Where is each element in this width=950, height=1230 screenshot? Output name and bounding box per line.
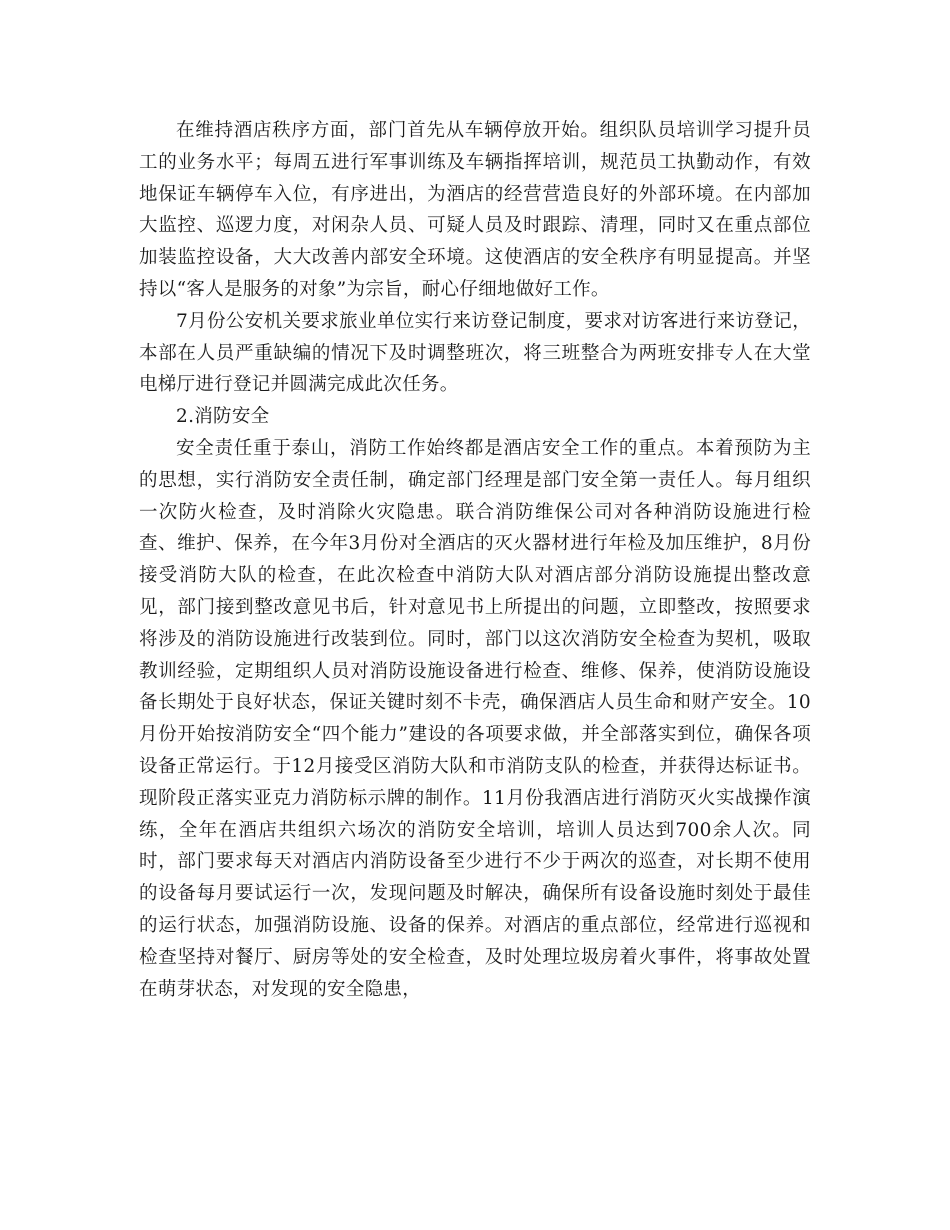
paragraph-order-maintenance: 在维持酒店秩序方面，部门首先从车辆停放开始。组织队员培训学习提升员工的业务水平；每周五进行军事训练及车辆指挥培训，规范员工执勤动作，有效地保证车辆停车入位，有序进出，为酒店的经营营造良好的外部环境。在内部加大监控、巡逻力度，对闲杂人员、可疑人员及时跟踪、清理，同时又在重点部位加装监控设备，大大改善内部安全环境。这使酒店的安全秩序有明显提高。并坚持以“客人是服务的对象”为宗旨，耐心仔细地做好工作。 <box>139 120 811 300</box>
section-heading-fire-safety: 2.消防安全 <box>176 406 270 428</box>
document-body <box>139 115 811 1005</box>
paragraph-fire-safety: 安全责任重于泰山，消防工作始终都是酒店安全工作的重点。本着预防为主的思想，实行消防安全责任制，确定部门经理是部门安全第一责任人。每月组织一次防火检查，及时消除火灾隐患。联合消防维保公司对各种消防设施进行检查、维护、保养，在今年3月份对全酒店的灭火器材进行年检及加压维护，8月份接受消防大队的检查，在此次检查中消防大队对酒店部分消防设施提出整改意见，部门接到整改意见书后，针对意见书上所提出的问题，立即整改，按照要求将涉及的消防设施进行改装到位。同时，部门以这次消防安全检查为契机，吸取教训经验，定期组织人员对消防设施设备进行检查、维修、保养，使消防设施设备长期处于良好状态，保证关键时刻不卡壳，确保酒店人员生命和财产安全。10月份开始按消防安全“四个能力”建设的各项要求做，并全部落实到位，确保各项设备正常运行。于12月接受区消防大队和市消防支队的检查，并获得达标证书。现阶段正落实亚克力消防标示牌的制作。11月份我酒店进行消防灭火实战操作演练，全年在酒店共组织六场次的消防安全培训，培训人员达到700余人次。同时，部门要求每天对酒店内消防设备至少进行不少于两次的巡查，对长期不使用的设备每月要试运行一次，发现问题及时解决，确保所有设备设施时刻处于最佳的运行状态，加强消防设施、设备的保养。对酒店的重点部位，经常进行巡视和检查坚持对餐厅、厨房等处的安全检查，及时处理垃圾房着火事件，将事故处置在萌芽状态，对发现的安全隐患， <box>139 437 811 1000</box>
paragraph-visitor-registration: 7月份公安机关要求旅业单位实行来访登记制度，要求对访客进行来访登记，本部在人员严重缺编的情况下及时调整班次，将三班整合为两班安排专人在大堂电梯厅进行登记并圆满完成此次任务。 <box>139 310 811 396</box>
